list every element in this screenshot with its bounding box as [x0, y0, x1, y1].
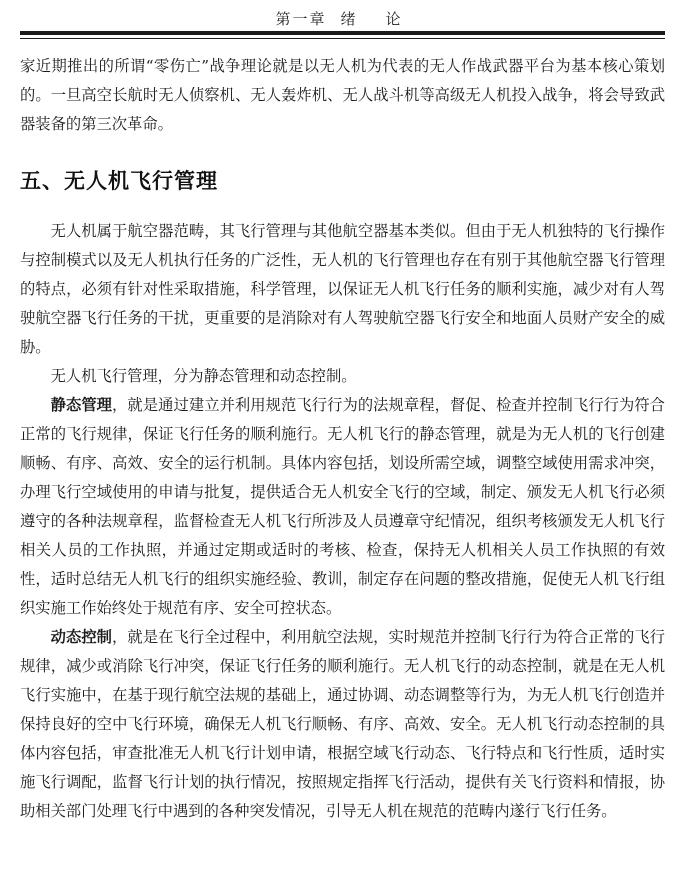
chapter-title-char-1: 绪: [340, 10, 358, 28]
paragraph-dynamic-control: [20, 623, 665, 826]
paragraph-static-management: [20, 391, 665, 623]
page-body: [20, 52, 665, 826]
chapter-number: 第一章: [275, 10, 327, 28]
static-management-term: 静态管理: [50, 396, 113, 414]
static-management-text: ，就是通过建立并利用规范飞行行为的法规章程，督促、检查并控制飞行行为符合正常的飞行规律，保证飞行任务的顺利施行。无人机飞行的静态管理，就是为无人机的飞行创建顺畅、有序、高效、安全的运行机制。具体内容包括，划设所需空域，调整空域使用需求冲突，办理飞行空域使用的申请与批复，提供适合无人机安全飞行的空域，制定、颁发无人机飞行必须遵守的各种法规章程，监督检查无人机飞行所涉及人员遵章守纪情况，组织考核颁发无人机飞行相关人员的工作执照，并通过定期或适时的考核、检查，保持无人机相关人员工作执照的有效性，适时总结无人机飞行的组织实施经验、教训，制定存在问题的整改措施，促使无人机飞行组织实施工作始终处于规范有序、安全可控状态。: [20, 396, 665, 617]
paragraph-overview: 无人机属于航空器范畴，其飞行管理与其他航空器基本类似。但由于无人机独特的飞行操作与控制模式以及无人机执行任务的广泛性，无人机的飞行管理也存在有别于其他航空器飞行管理的特点，必须有针对性采取措施，科学管理，以保证无人机飞行任务的顺利实施，减少对有人驾驶航空器飞行任务的干扰，更重要的是消除对有人驾驶航空器飞行安全和地面人员财产安全的威胁。: [20, 222, 665, 356]
header-rule-thin: [20, 38, 665, 39]
paragraph-division: 无人机飞行管理，分为静态管理和动态控制。: [50, 367, 357, 385]
chapter-title-char-2: 论: [385, 10, 403, 28]
dynamic-control-text: ，就是在飞行全过程中，利用航空法规，实时规范并控制飞行行为符合正常的飞行规律，减少或消除飞行冲突，保证飞行任务的顺利施行。无人机飞行的动态控制，就是在无人机飞行实施中，在基于现行航空法规的基础上，通过协调、动态调整等行为，为无人机飞行创造并保持良好的空中飞行环境，确保无人机飞行顺畅、有序、高效、安全。无人机飞行动态控制的具体内容包括，审查批准无人机飞行计划申请，根据空域飞行动态、飞行特点和飞行性质，适时实施飞行调配，监督飞行计划的执行情况，按照规定指挥飞行活动，提供有关飞行资料和情报，协助相关部门处理飞行中遇到的各种突发情况，引导无人机在规范的范畴内遂行飞行任务。: [20, 628, 665, 820]
running-header: [0, 8, 678, 29]
section-heading: 五、无人机飞行管理: [20, 169, 218, 193]
intro-paragraph: 家近期推出的所谓“零伤亡”战争理论就是以无人机为代表的无人作战武器平台为基本核心策划的。一旦高空长航时无人侦察机、无人轰炸机、无人战斗机等高级无人机投入战争，将会导致武器装备的第三次革命。: [20, 57, 665, 133]
dynamic-control-term: 动态控制: [50, 628, 113, 646]
header-rule-thick: [20, 31, 665, 35]
